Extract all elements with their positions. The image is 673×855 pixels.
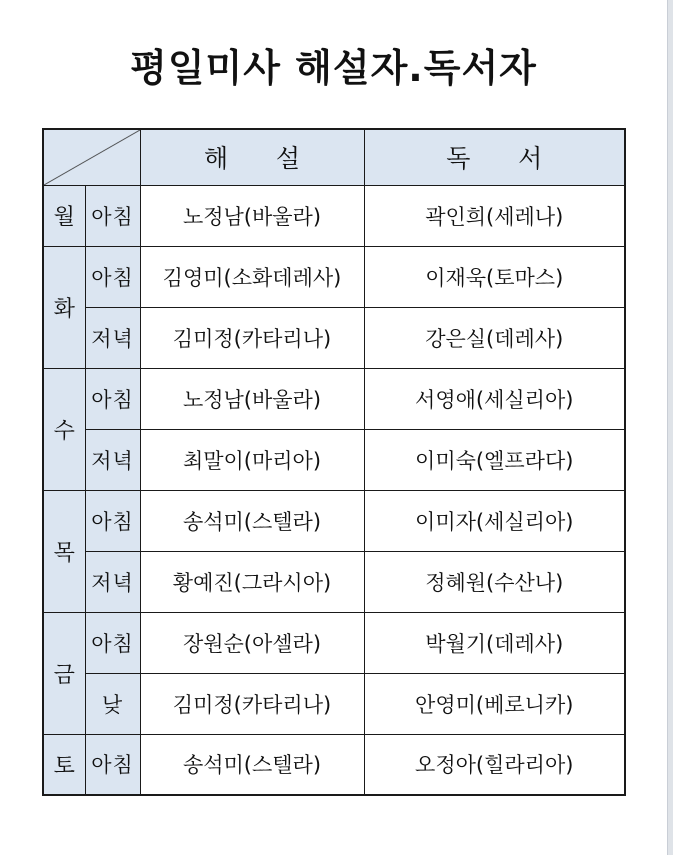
commentator-cell: 최말이(마리아) [140, 429, 364, 490]
commentator-cell: 김영미(소화데레사) [140, 246, 364, 307]
commentator-cell: 송석미(스텔라) [140, 734, 364, 795]
reader-cell: 서영애(세실리아) [364, 368, 625, 429]
time-cell: 저녁 [85, 429, 140, 490]
corner-cell [43, 129, 140, 185]
commentator-cell: 노정남(바울라) [140, 368, 364, 429]
reader-cell: 곽인희(세레나) [364, 185, 625, 246]
commentator-header: 해 설 [140, 129, 364, 185]
day-cell-mon: 월 [43, 185, 85, 246]
time-cell: 저녁 [85, 551, 140, 612]
reader-cell: 이미숙(엘프라다) [364, 429, 625, 490]
table-row [43, 246, 625, 307]
reader-cell: 안영미(베로니카) [364, 673, 625, 734]
time-cell: 낮 [85, 673, 140, 734]
table-row [43, 612, 625, 673]
commentator-cell: 송석미(스텔라) [140, 490, 364, 551]
day-cell-sat: 토 [43, 734, 85, 795]
table-row [43, 673, 625, 734]
table-row [43, 490, 625, 551]
time-cell: 아침 [85, 490, 140, 551]
time-cell: 아침 [85, 734, 140, 795]
time-cell: 아침 [85, 185, 140, 246]
table-row [43, 368, 625, 429]
table-row [43, 734, 625, 795]
commentator-cell: 황예진(그라시아) [140, 551, 364, 612]
reader-cell: 오정아(힐라리아) [364, 734, 625, 795]
commentator-cell: 김미정(카타리나) [140, 307, 364, 368]
table-row [43, 307, 625, 368]
page-title: 평일미사 해설자.독서자 [130, 46, 537, 90]
commentator-cell: 노정남(바울라) [140, 185, 364, 246]
reader-cell: 박월기(데레사) [364, 612, 625, 673]
time-cell: 아침 [85, 368, 140, 429]
table-row [43, 551, 625, 612]
header-row [43, 129, 625, 185]
reader-cell: 이미자(세실리아) [364, 490, 625, 551]
commentator-cell: 김미정(카타리나) [140, 673, 364, 734]
reader-cell: 강은실(데레사) [364, 307, 625, 368]
commentator-cell: 장원순(아셀라) [140, 612, 364, 673]
day-cell-wed: 수 [43, 368, 85, 490]
reader-cell: 이재욱(토마스) [364, 246, 625, 307]
schedule-table [42, 128, 626, 796]
day-cell-thu: 목 [43, 490, 85, 612]
page-edge [667, 0, 673, 855]
time-cell: 아침 [85, 612, 140, 673]
day-cell-tue: 화 [43, 246, 85, 368]
day-cell-fri: 금 [43, 612, 85, 734]
time-cell: 저녁 [85, 307, 140, 368]
time-cell: 아침 [85, 246, 140, 307]
table-row [43, 429, 625, 490]
reader-cell: 정혜원(수산나) [364, 551, 625, 612]
reader-header: 독 서 [364, 129, 625, 185]
table-row [43, 185, 625, 246]
